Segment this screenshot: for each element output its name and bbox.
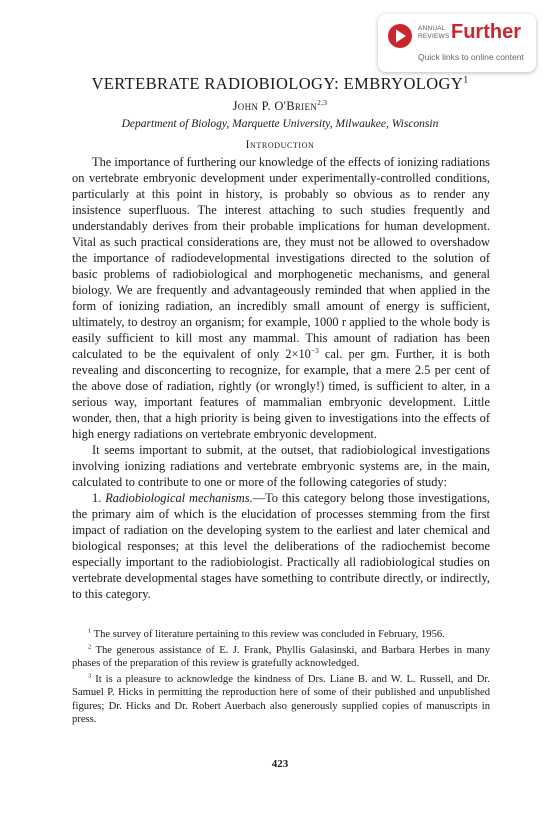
footnote: $^3$ It is a pleasure to acknowledge the kindness of Drs. Liane B. and W. L. Russell, and Dr. Samuel P. Hicks in permitting the reproduction here of some of their published and unpublished figures; Dr. Hicks and Dr. Robert Auerbach also generously supplied copies of manuscripts in press. (72, 671, 490, 725)
footnote: $^2$ The generous assistance of E. J. Frank, Phyllis Galasinski, and Barbara Herbes in many phases of the preparation of this review is gratefully acknowledged. (72, 642, 490, 669)
author-affiliation: Department of Biology, Marquette University, Milwaukee, Wisconsin (121, 118, 439, 130)
article-body (72, 154, 490, 602)
article-title: VERTEBRATE RADIOBIOLOGY: EMBRYOLOGY$^1$ (91, 74, 469, 93)
further-brand: Further (451, 21, 521, 43)
footnote: $^1$ The survey of literature pertaining to this review was concluded in February, 1956. (88, 627, 445, 640)
author-name: John P. O'Brien$^{2,3}$ (232, 97, 328, 113)
page-number: 423 (271, 758, 289, 770)
paragraph: The importance of furthering our knowledge of the effects of ionizing radiations on vertebrate embryonic development under experimentally-controlled conditions, particularly at this point in history, is probably so obvious as to render any insistence superfluous. The interest attaching to such studies frequently and understandably derives from their probable implications for human development. Vital as such practical considerations are, they must not be allowed to overshadow the importance of radiodevelopmental investigations directed to the solution of basic problems of radiobiological and morphogenetic mechanisms, and general biology. We are frequently and advantageously reminded that when applied in the form of ionizing radiation, an incredibly small amount of energy is sufficient, ultimately, to destroy an organism; for example, 1000 r applied to the whole body is easily sufficient to kill most any mammal. This amount of radiation has been calculated to be the equivalent of only $2\times 10^{-3}$ cal. per gm. Further, it is both revealing and disconcerting to recognize, for example, that a mere 2.5 per cent of the above dose of radiation, rightly (or wrongly!) timed, is sufficient to alter, in a serious way, important features of mammalian embryonic development. Little wonder, then, that a high priority is being given to investigations into the effects of high energy radiations on vertebrate embryonic development. (72, 155, 491, 441)
footnotes (72, 628, 490, 729)
author-footnote-refs[interactable]: 2,3 (317, 97, 328, 107)
title-footnote-ref[interactable]: 1 (463, 74, 469, 86)
section-heading: Introduction (245, 139, 315, 151)
further-tagline: Quick links to online content (418, 52, 524, 62)
paragraph: 1. Radiobiological mechanisms.—To this category belong those investigations, the primary aim of which is the elucidation of processes stemming from the first impact of radiation on the developing system to the earliest and later chemical and biological responses; at this level the deliberations of the radiochemist become especially important to the radiobiologist. Practically all radiobiological studies on vertebrate developmental stages have something to contribute directly, or indirectly, to this category. (72, 491, 491, 601)
further-badge[interactable] (378, 14, 536, 72)
publisher-name: ANNUAL REVIEWS (418, 25, 450, 40)
category-title: Radiobiological mechanisms. (105, 491, 253, 505)
paragraph: It seems important to submit, at the outset, that radiobiological investigations involving ionizing radiations and vertebrate embryonic systems are, in the main, calculated to contribute to one or more of the following categories of study: (72, 443, 490, 489)
annual-reviews-logo-icon (388, 24, 412, 48)
